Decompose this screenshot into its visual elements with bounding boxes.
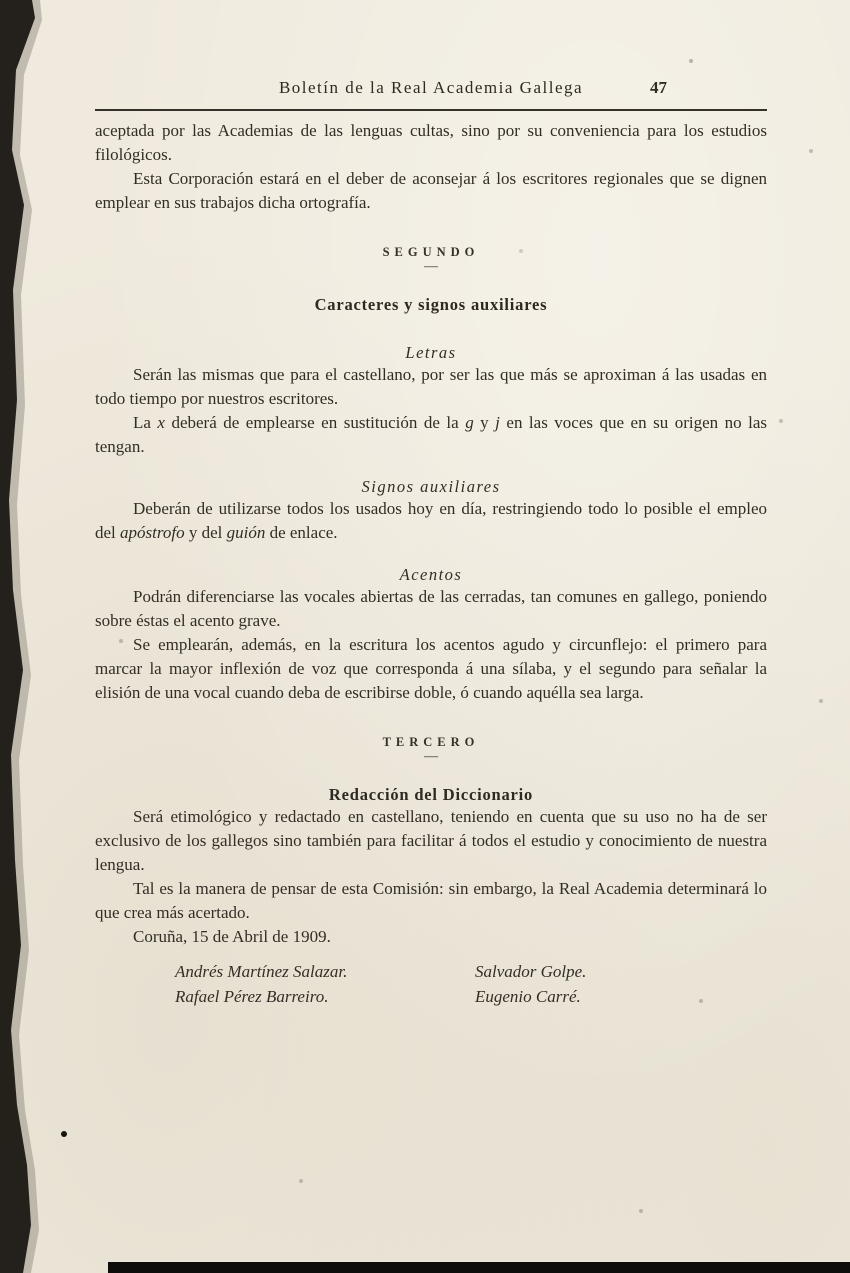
subheading-letras: Letras [405,343,457,362]
paragraph-text: La [133,413,158,432]
section-label-segundo: SEGUNDO [382,245,480,259]
signature: Salvador Golpe. [475,962,587,981]
signature: Eugenio Carré. [475,987,581,1006]
section-divider-dash: — [424,259,438,274]
section-heading-caracteres: Caracteres y signos auxiliares [314,295,548,314]
paragraph-text: y del [184,523,227,542]
running-header [95,78,767,100]
ink-speckles [0,0,2,2]
header-title: Boletín de la Real Academia Gallega [278,78,584,97]
paragraph [95,411,767,459]
signature: Andrés Martínez Salazar. [175,962,348,981]
signature-column-left [175,959,475,1009]
italic-letter: x [157,413,165,432]
subheading-acentos: Acentos [399,565,463,584]
paragraph: Se emplearán, además, en la escritura los acentos agudo y circunflejo: el primero para marcar la mayor inflexión de voz que corresponda á una sílaba, y el segundo para señalar la elisión de una vocal cuando deba de escribirse doble, ó cuando aquélla sea larga. [95,635,767,702]
page-text-block [95,0,767,1009]
ink-dot-artifact [61,1131,67,1137]
signature-block [175,959,767,1009]
section-divider-dash: — [424,749,438,764]
binding-edge-artifact [0,0,50,1273]
paragraph [95,497,767,545]
scan-bottom-bar [108,1262,850,1273]
subheading-signos-auxiliares: Signos auxiliares [361,477,501,496]
paragraph-dateline: Coruña, 15 de Abril de 1909. [133,927,331,946]
italic-term: guión [226,523,266,542]
paragraph-text: de enlace. [265,523,338,542]
italic-letter: j [495,413,500,432]
paragraph-text: deberá de emplearse en sustitución de la [164,413,466,432]
signature: Rafael Pérez Barreiro. [175,987,329,1006]
italic-term: apóstrofo [120,523,185,542]
paragraph: Serán las mismas que para el castellano, por ser las que más se aproximan á las usadas en todo tiempo por nuestros escritores. [95,365,767,408]
paragraph: Esta Corporación estará en el deber de aconsejar á los escritores regionales que se dignen emplear en sus trabajos dicha ortografía. [95,169,767,212]
page-number: 47 [650,78,667,97]
paragraph: Será etimológico y redactado en castellano, teniendo en cuenta que su uso no ha de ser exclusivo de los gallegos sino también para facilitar á todos el estudio y conocimiento de nuestra lengua. [95,807,767,874]
paragraph-text: y [473,413,496,432]
paragraph: Tal es la manera de pensar de esta Comisión: sin embargo, la Real Academia determinará lo que crea más acertado. [95,879,767,922]
italic-letter: g [465,413,474,432]
header-rule [95,109,767,111]
paragraph: aceptada por las Academias de las lenguas cultas, sino por su conveniencia para los estudios filológicos. [95,121,767,164]
paragraph-text: en las voces que en su origen no las tengan. [95,413,767,456]
paragraph: Podrán diferenciarse las vocales abiertas de las cerradas, tan comunes en gallego, poniendo sobre éstas el acento grave. [95,587,767,630]
section-heading-redaccion: Redacción del Diccionario [328,785,534,804]
section-label-tercero: TERCERO [382,735,480,749]
paragraph-text: Deberán de utilizarse todos los usados hoy en día, restringiendo todo lo posible el empleo del [95,499,767,542]
signature-column-right [475,959,767,1009]
